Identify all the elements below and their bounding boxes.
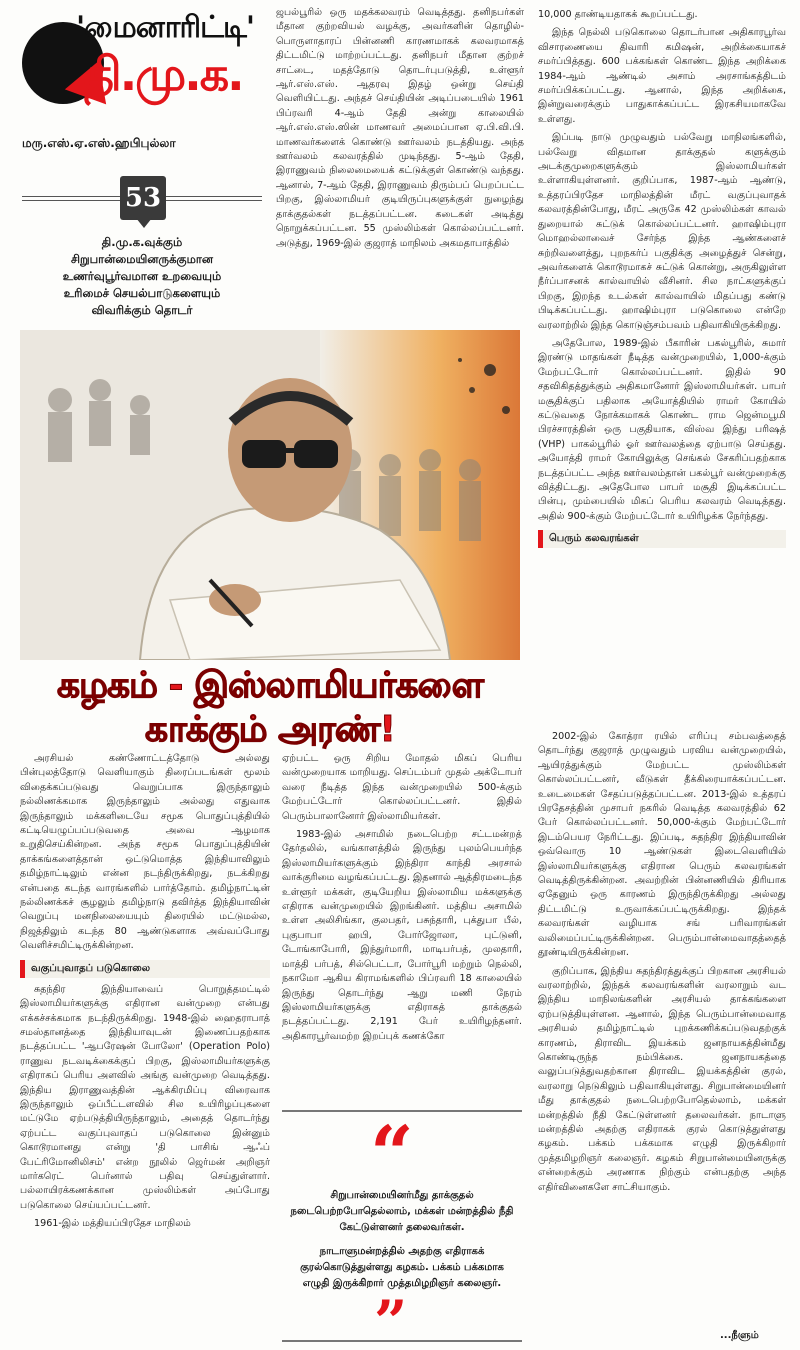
paragraph: இந்த நெல்லி படுகொலை தொடர்பான அதிகாரபூர்வ விசாரணையை திவாரி கமிஷன், அறிக்கையாகச் சமர்ப்பித்தது. 600 பக்கங்கள் கொண்ட இந்த அறிக்கை 1984-ஆம் ஆண்டில் அசாம் அரசாங்கத்திடம் சமர்ப்பிக்கப்பட்டது. ஆனால், இந்த அறிக்கை, இன்றுவரைக்கும் பாதுகாக்கப்பட்ட இரகசியமாகவே உள்ளது. — [538, 27, 786, 125]
author-byline: மரு.எஸ்.ஏ.எஸ்.ஹபிபுல்லா — [22, 136, 176, 150]
close-quote-mark: ” — [374, 1288, 408, 1350]
article-column-upper-right — [538, 8, 786, 553]
paragraph: 1983-இல் அசாமில் நடைபெற்ற சட்டமன்றத் தேர்தலில், வங்காளத்தில் இருந்து புலம்பெயர்ந்த இஸ்லாமியர்களுக்கும் இந்திரா காந்தி அரசால் வாக்குரிமை வழங்கப்பட்டது. இதனால் ஆத்திரமடைந்த உள்ளூர் மக்கள், குடியேறிய இஸ்லாமிய மக்களுக்கு எதிராக வன்முறையில் இறங்கினர். மத்திய அசாமில் உள்ள அலிசிங்கா, குலபதர், பசுந்தாரி, புக்துபா பீல், புகுபாபா ஹபி, போர்ஜோலா, புட்டுனி, டோங்காபோரி, இந்துர்மாரி, மாடிபர்பத், முலதாரி, மாத்தி பர்பத், சில்பெட்டா, போர்பூரி மற்றும் நெல்லி, நகாமோ ஆகிய கிராமங்களில் பிப்ரவரி 18 காலையில் இருந்து தொடர்ந்து ஆறு மணி நேரம் இஸ்லாமியர்களுக்கு எதிராகத் தாக்குதல் நடத்தப்பட்டது. 2,191 பேர் உயிரிழந்தனர். அதிகாரபூர்வமற்ற இறப்புக் கணக்கோ — [282, 829, 522, 1042]
paragraph: 1961-இல் மத்தியப்பிரதேச மாநிலம் — [34, 1218, 191, 1230]
headline-line-2: காக்கும் அரண்! — [145, 709, 395, 750]
article-headline — [20, 664, 520, 752]
paragraph: அரசியல் கண்ணோட்டத்தோடு அல்லது பின்புலத்தோடு வெளியாகும் திரைப்படங்கள் மூலம் விதைக்கப்படுவது வெறுப்பாக இருந்தாலும் நல்லிணக்கமாக இருந்தாலும் அல்லது எதுவாக இருந்தாலும் மக்களிடையே சமூக பொதுப்புத்தியில் கட்டியெழுப்பப்படுவதை அவை ஆழமாக உறுதிசெய்கின்றன. அந்த சமூக பொதுப்புத்தியின் தாக்கங்களைத்தான் ஒட்டுமொத்த இந்தியாவிலும் தமிழ்நாட்டிலும் என்ன நடந்திருக்கிறது, நடக்கிறது என்பதை கடந்த வாரங்களில் பார்த்தோம். தமிழ்நாட்டின் நல்லிணக்கச் சூழலும் தமிழ்நாடு தவிர்த்த இந்தியாவின் வெறுப்பு மனநிலையையும் திரையில் மட்டுமல்ல, நிஜத்திலும் கடந்த 80 ஆண்டுகளாக அவ்வப்போது வெளிச்சமிட்டிருக்கின்றன. — [20, 753, 270, 952]
series-logo-top: 'மைனாரிட்டி' — [76, 10, 255, 45]
paragraph: குறிப்பாக, இந்திய சுதந்திரத்துக்குப் பிறகான அரசியல் வரலாற்றில், இந்தக் கலவரங்களின் வரலாறும் வட இந்திய மாநிலங்களின் அரசியல் தாக்கங்களை ஏற்படுத்தியுள்ளன. ஆனால், இந்த பெரும்பான்மைவாத அரசியல் தமிழ்நாட்டில் புறக்கணிக்கப்படுவதற்குக் காரணம், திராவிட இயக்கம் ஜனநாயகத்தின்மீது கொண்டிருந்த நம்பிக்கை. ஜனநாயகத்தை வலுப்படுத்துவதற்கான திராவிட இயக்கத்தின் குரல், வரலாறு நெடுகிலும் பதிவாகியுள்ளது. சிறுபான்மையினர் மீது தாக்குதல் நடைபெற்றபோதெல்லாம், மக்கள் மன்றத்தில் நீதி கேட்டுள்ளனர் தலைவர்கள். நாடாளு மன்றத்தில் அதற்கு எதிராகக் குரல் கொடுத்துள்ளது கழகம். பக்கம் பக்கமாக எழுதி இருக்கிறார் முத்தமிழறிஞர் கலைஞர். கழகம் சிறுபான்மையினருக்கு என்றைக்கும் அரணாக நிற்கும் என்பதற்கு அந்த எதிர்வினைகளே சாட்சியாகும். — [538, 965, 786, 1193]
pull-quote-line: நாடாளுமன்றத்தில் அதற்கு எதிராகக் குரல்கொடுத்துள்ளது கழகம். பக்கம் பக்கமாக எழுதி இருக்கிறார் முத்தமிழறிஞர் கலைஞர். — [300, 1246, 504, 1289]
pull-quote-line: சிறுபான்மையினர்மீது தாக்குதல் நடைபெற்றபோதெல்லாம், மக்கள் மன்றத்தில் நீதி கேட்டுள்ளனர் தலைவர்கள். — [290, 1190, 514, 1233]
paragraph: 10,000 தாண்டியதாகக் கூறப்பட்டது. — [538, 9, 698, 20]
paragraph: சுதந்திர இந்தியாவைப் பொறுத்தமட்டில் இஸ்லாமியர்களுக்கு எதிரான வன்முறை என்பது எக்கச்சக்கமாக நடந்திருக்கிறது. 1948-இல் ஹைதராபாத் சமஸ்தானத்தை இந்தியாவுடன் இணைப்பதற்காக நடத்தப்பட்ட 'ஆபரேஷன் போலோ' (Operation Polo) ராணுவ நடவடிக்கைக்குப் பிறகு, இஸ்லாமியர்களுக்கு எதிராகப் பெரிய அளவில் அங்கு வன்முறை வெடித்தது. இந்திய இராணுவத்தின் ஆக்கிரமிப்பு விரைவாக இருந்தாலும் ஒப்பீட்டளவில் சில உயிரிழப்புகளை மட்டுமே ஏற்படுத்தியிருந்தாலும், அதைத் தொடர்ந்து ஏற்பட்ட வகுப்புவாதப் படுகொலை இன்னும் கொடூரமானது என்று 'தி பாசிங் ஆஃப் பேட்ரிமோனிலிசம்' என்ற நூலில் ஜெர்மன் அறிஞர் மார்கரெட் பெர்னால் பதிவு செய்துள்ளார். பல்லாயிரக்கணக்கான முஸ்லிம்கள் அப்போது படுகொலை செய்யப்பட்டனர். — [20, 983, 270, 1211]
article-column-lower-right — [538, 730, 786, 1199]
paragraph: இப்படி நாடு முழுவதும் பல்வேறு மாநிலங்களில், பல்வேறு விதமான தாக்குதல் களுக்கும் அடக்குமுறைகளுக்கும் இஸ்லாமியர்கள் உள்ளாகியுள்ளனர். குறிப்பாக, 1987-ஆம் ஆண்டு, உத்தரப்பிரதேச மாநிலத்தின் மீரட் வகுப்புவாதக் கலவரத்தின்போது, மீரட் அருகே 42 முஸ்லிம்கள் காவல் துறையால் சுட்டுக் கொல்லப்பட்டனர். ஹாஷிம்புரா மொஹல்லாவைச் சேர்ந்த இந்த ஆண்களைச் சுற்றிவளைத்து, புறநகர்ப் பகுதிக்கு அழைத்துச் சென்று, அவர்களைக் கொடூரமாகச் சுட்டுக் கொன்று, அருகிலுள்ள நீர்ப்பாசனக் கால்வாயில் வீசினர். சில நாட்களுக்குப் பிறகு, இறந்த உடல்கள் கால்வாயில் மிதப்பது கண்டு பிடிக்கப்பட்டது. ஹாஷிம்புரா படுகொலை என்றே வரலாற்றில் இந்த கொடுஞ்சம்பவம் பதிவாகியிருக்கிறது. — [538, 132, 786, 331]
article-column-lower-middle — [282, 752, 522, 1048]
series-logo-bottom: தி.மு.க. — [84, 47, 243, 101]
badge-pointer — [136, 218, 152, 228]
subtitle-line: உணர்வுபூர்வமான உறவையும் — [62, 269, 222, 283]
section-heading: வகுப்புவாதப் படுகொலை — [20, 960, 270, 978]
open-quote-mark: “ — [370, 1109, 414, 1198]
article-column-lower-left — [20, 752, 270, 1236]
subtitle-line: சிறுபான்மையினருக்குமான — [70, 252, 213, 266]
paragraph: ஏற்பட்ட ஒரு சிறிய மோதல் மிகப் பெரிய வன்முறையாக மாறியது. செப்டம்பர் முதல் அக்டோபர் வரை நீடித்த இந்த வன்முறையில் 500-க்கும் மேற்பட்டோர் கொல்லப்பட்டனர். இதில் பெரும்பாலானோர் இஸ்லாமியர்கள். — [282, 753, 522, 822]
portrait-of-leader-writing — [20, 330, 520, 660]
pull-quote — [282, 1109, 522, 1350]
subtitle-line: விவரிக்கும் தொடர் — [91, 303, 193, 317]
headline-line-1: கழகம் - இஸ்லாமியர்களை — [56, 665, 484, 706]
subtitle-line: உரிமைச் செயல்பாடுகளையும் — [63, 286, 221, 300]
paragraph: 2002-இல் கோத்ரா ரயில் எரிப்பு சம்பவத்தைத் தொடர்ந்து குஜராத் முழுவதும் பரவிய வன்முறையில், ஆயிரத்துக்கும் மேற்பட்ட முஸ்லிம்கள் கொல்லப்பட்டனர், வீடுகள் தீக்கிரையாக்கப்பட்டன. உடைமைகள் சேதப்படுத்தப்பட்டன. 2013-இல் உத்தரப் பிரதேசத்தின் முசாபர் நகரில் வெடித்த கலவரத்தில் 62 பேர் கொல்லப்பட்டனர். 50,000-க்கும் மேற்பட்டோர் இடம்பெயர நேரிட்டது. இப்படி, சுதந்திர இந்தியாவின் ஒவ்வொரு 10 ஆண்டுகள் இடைவெளியில் இஸ்லாமியர்களுக்கு எதிரான பெரும் கலவரங்கள் வெடித்திருக்கின்றன. அவற்றின் பின்னணியில் திரியாக ஏதேனும் ஒரு காரணம் இருந்திருக்கிறது அல்லது திட்டமிட்டு உருவாக்கப்பட்டிருக்கிறது. இந்தக் கலவரங்கள் வழியாக சங் பரிவாரங்கள் வலிமைப்பட்டிருக்கின்றன. பெரும்பான்மைவாதத்தைத் தூண்டியிருக்கின்றன. — [538, 731, 786, 959]
paragraph: அதேபோல, 1989-இல் பீகாரின் பகல்பூரில், சுமார் இரண்டு மாதங்கள் நீடித்த வன்முறையில், 1,000-க்கும் மேற்பட்டோர் கொல்லப்பட்டனர். இதில் 90 சதவிகிதத்துக்கும் அதிகமானோர் இஸ்லாமியர்கள். பாபர் மசூதிக்குப் பதிலாக அயோத்தியில் ராமர் கோயில் கட்டுவதை நோக்கமாகக் கொண்ட ராம ஜென்மபூமி பிரச்சாரத்தின் ஒரு பகுதியாக, விஸ்வ இந்து பரிஷத் (VHP) பாகல்பூரில் ஓர் ஊர்வலத்தை ஏற்பாடு செய்தது. அயோத்தி ராமர் கோயிலுக்கு செங்கல் சேகரிப்பதற்காக நடத்தப்பட்ட அந்த ஊர்வலம்தான் பகல்பூர் வன்முறைக்கு வித்திட்டது. அதேபோல பாபர் மசூதி இடிக்கப்பட்ட பின்பு, மும்பையில் மிகப் பெரிய கலவரம் வெடித்தது. அதில் 900-க்கும் மேற்பட்டோர் உயிரிழக்க நேர்ந்தது. — [538, 337, 786, 522]
subtitle-line: தி.மு.க.வுக்கும் — [101, 235, 183, 249]
pull-quote-text — [290, 1188, 514, 1300]
paragraph: ஜபல்பூரில் ஒரு மதக்கலவரம் வெடித்தது. தனிநபர்கள் மீதான குற்றவியல் வழக்கு, அவர்களின் தொழில்-பொருளாதாரப் பின்னணி காரணமாகக் கலவரமாகத் திட்டமிட்டு மாற்றப்பட்டது. தனிநபர் மீதான குற்றச் சாட்டை, மதத்தோடு தொடர்புபடுத்தி, உள்ளூர் ஆர்.எஸ்.எஸ். ஆதரவு இதழ் ஒன்று செய்தி வெளியிட்டது. அந்தச் செய்தியின் அடிப்படையில் 1961 பிப்ரவரி 4-ஆம் தேதி அன்று காலையில் ஆர்.எஸ்.எஸ்.ஸின் மாணவர் அமைப்பான ஏ.பி.வி.பி. மாணவர்களைக் கொண்டு ஊர்வலம் நடத்தியது. அந்த ஊர்வலம் கலவரத்தில் முடிந்தது. 5-ஆம் தேதி, இராணுவம் நிலைமையைக் கட்டுக்குள் கொண்டு வந்தது. ஆனால், 7-ஆம் தேதி, இராணுவம் திரும்பப் பெறப்பட்ட பிறகு, இஸ்லாமியர் குடியிருப்புகளுக்குள் நுழைந்து தாக்குதல்கள் நடத்தப்பட்டன. கடைகள் அடித்து நொறுக்கப்பட்டன. 55 முஸ்லிம்கள் கொல்லப்பட்டனர். அடுத்து, 1969-இல் குஜராத் மாநிலம் அகமதாபாத்தில் — [276, 7, 524, 249]
hero-illustration — [20, 330, 520, 660]
section-heading: பெரும் கலவரங்கள் — [538, 530, 786, 548]
continued-marker: ...நீளும் — [720, 1330, 759, 1341]
article-column-upper-middle — [276, 6, 524, 255]
episode-number-badge: 53 — [120, 176, 166, 220]
series-subtitle — [22, 234, 262, 319]
